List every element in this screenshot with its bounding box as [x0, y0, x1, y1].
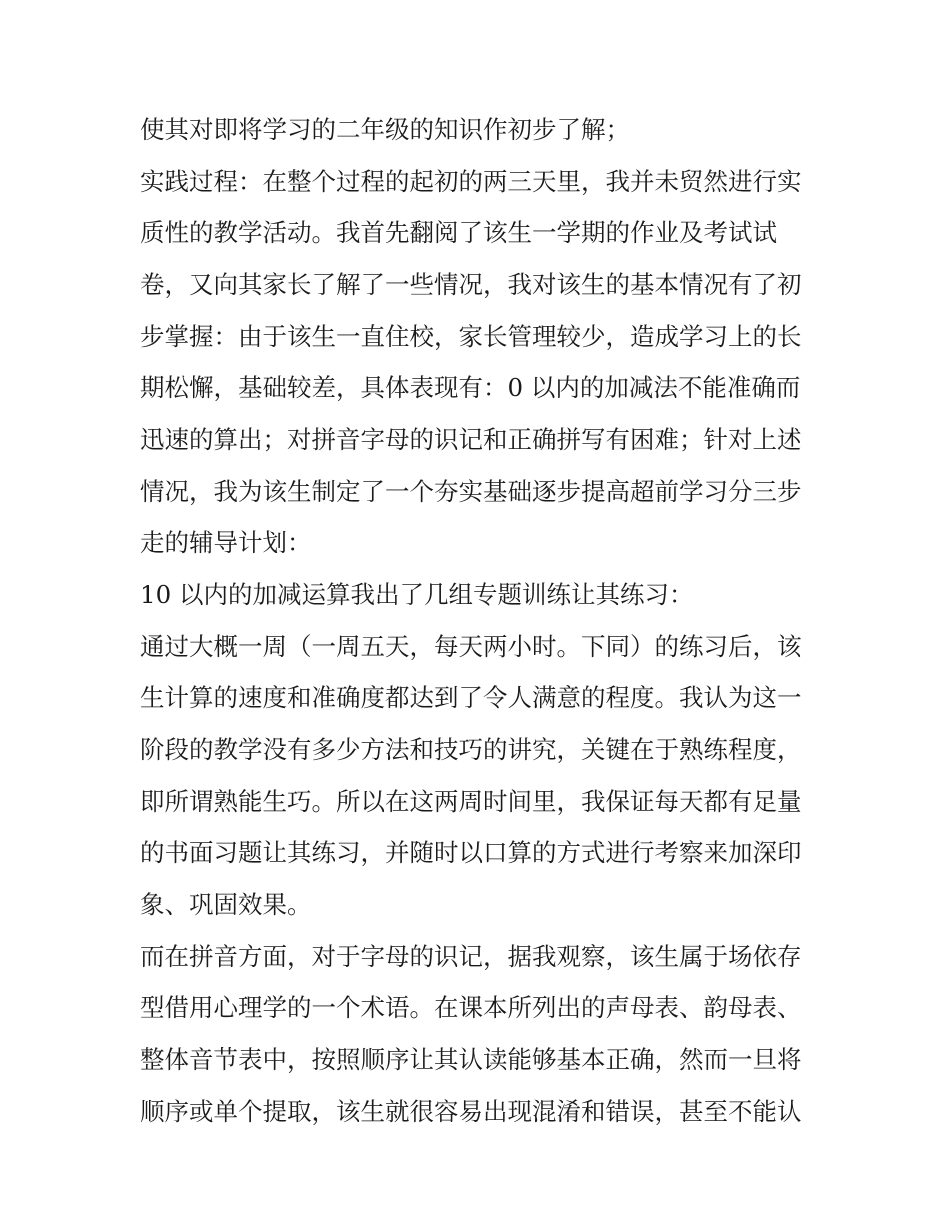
text-line: 卷，又向其家长了解了一些情况，我对该生的基本情况有了初 [140, 270, 802, 299]
text-line: 期松懈，基础较差，具体表现有：0 以内的加减法不能准确而 [140, 373, 801, 402]
text-line: 10 以内的加减运算我出了几组专题训练让其练习： [140, 580, 694, 609]
text-line: 通过大概一周（一周五天，每天两小时。下同）的练习后，该 [140, 632, 802, 661]
text-line: 质性的教学活动。我首先翻阅了该生一学期的作业及考试试 [140, 218, 777, 247]
text-line: 迅速的算出；对拼音字母的识记和正确拼写有困难；针对上述 [140, 425, 802, 454]
text-line: 生计算的速度和准确度都达到了令人满意的程度。我认为这一 [140, 683, 802, 712]
text-line: 的书面习题让其练习，并随时以口算的方式进行考察来加深印 [140, 838, 802, 867]
text-line: 整体音节表中，按照顺序让其认读能够基本正确，然而一旦将 [140, 1045, 802, 1074]
text-line: 步掌握：由于该生一直住校，家长管理较少，造成学习上的长 [140, 322, 802, 351]
text-line: 使其对即将学习的二年级的知识作初步了解； [140, 115, 630, 144]
text-line: 即所谓熟能生巧。所以在这两周时间里，我保证每天都有足量 [140, 787, 802, 816]
text-line: 实践过程：在整个过程的起初的两三天里，我并未贸然进行实 [140, 167, 802, 196]
text-line: 象、巩固效果。 [140, 890, 312, 919]
text-line: 而在拼音方面，对于字母的识记，据我观察，该生属于场依存 [140, 942, 802, 971]
text-line: 顺序或单个提取，该生就很容易出现混淆和错误，甚至不能认 [140, 1097, 802, 1126]
text-line: 情况，我为该生制定了一个夯实基础逐步提高超前学习分三步 [140, 477, 802, 506]
text-line: 型借用心理学的一个术语。在课本所列出的声母表、韵母表、 [140, 993, 802, 1022]
text-line: 走的辅导计划： [140, 528, 312, 557]
text-line: 阶段的教学没有多少方法和技巧的讲究，关键在于熟练程度， [140, 735, 802, 764]
